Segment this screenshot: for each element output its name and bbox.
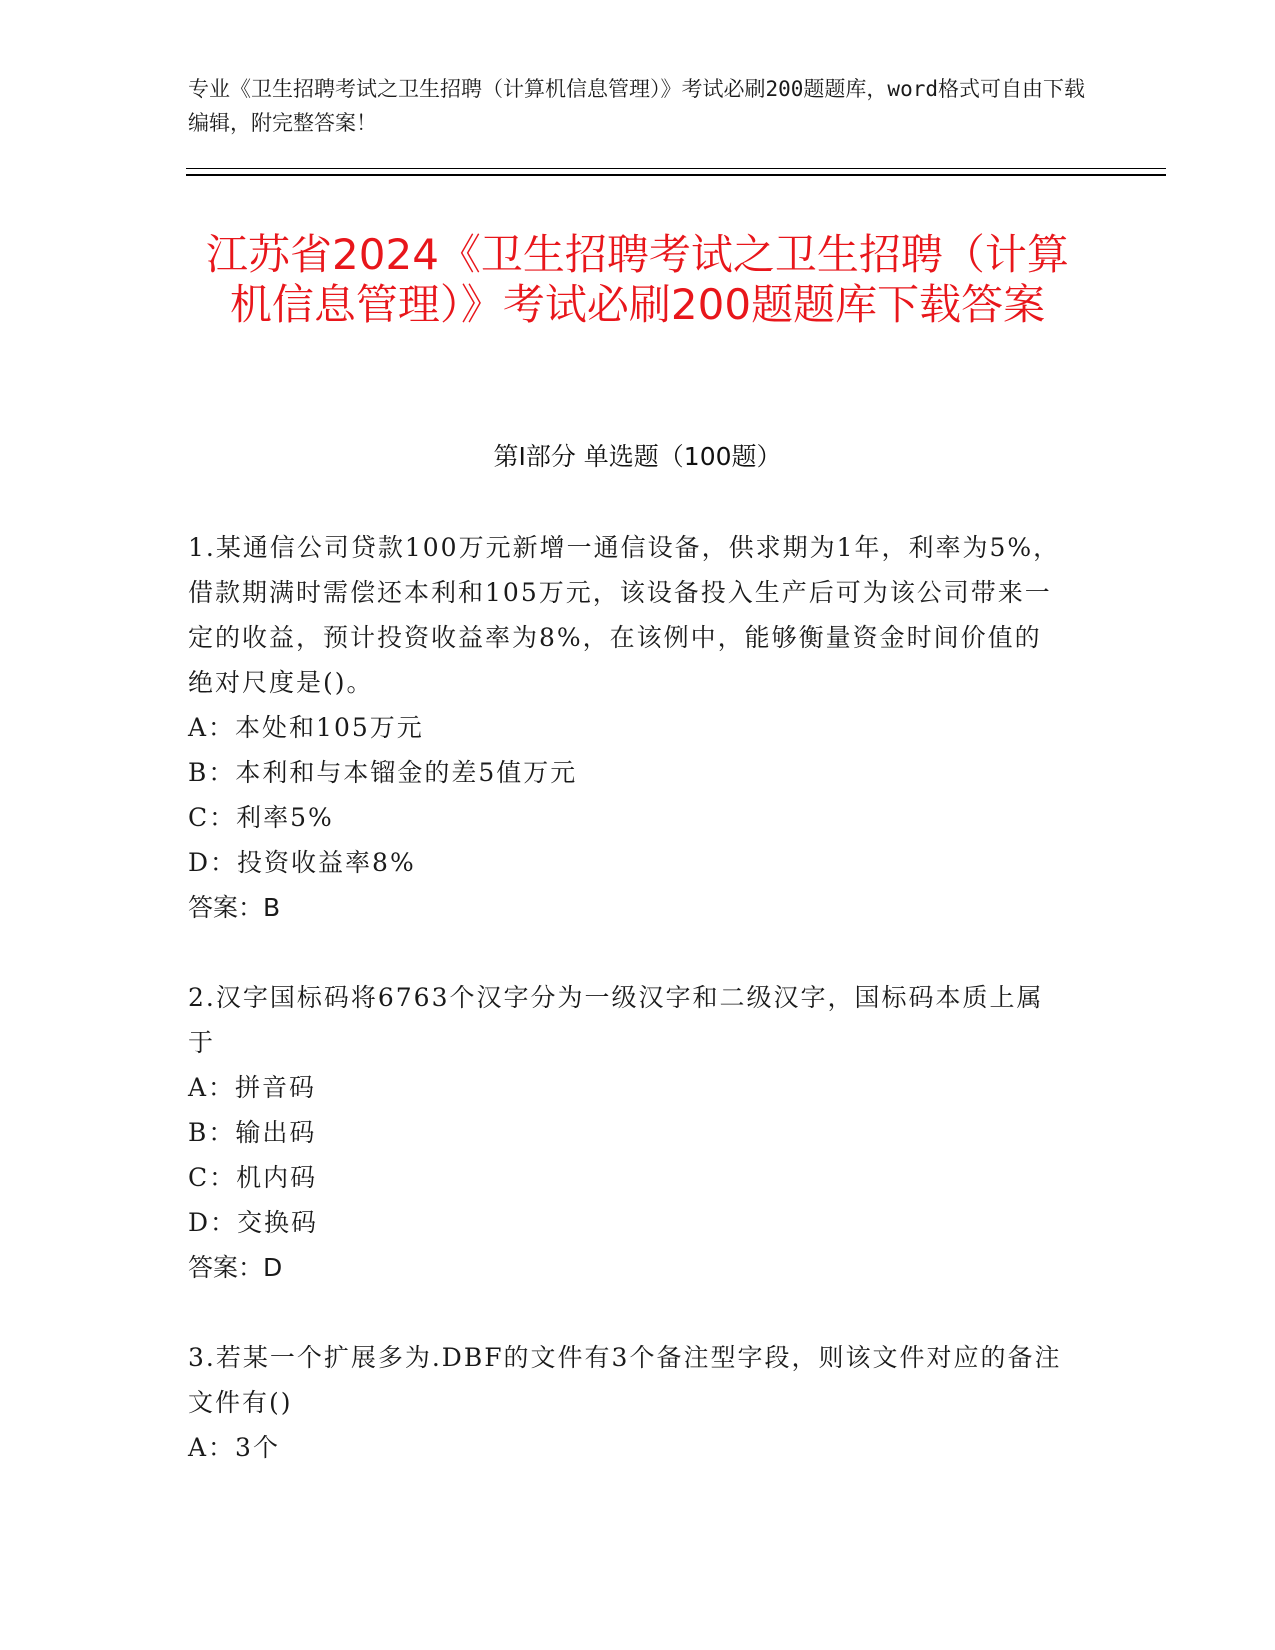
question-2: [188, 975, 1068, 1290]
question-stem: 2.汉字国标码将6763个汉字分为一级汉字和二级汉字，国标码本质上属于: [188, 983, 1044, 1057]
question-list: [188, 525, 1068, 1470]
option-b: B：本利和与本镏金的差5值万元: [188, 758, 578, 787]
header-note: 专业《卫生招聘考试之卫生招聘（计算机信息管理）》考试必刷200题题库，word格式可自由下载编辑，附完整答案！: [188, 77, 1085, 135]
question-1: [188, 525, 1068, 930]
option-a: A：3个: [188, 1433, 280, 1462]
document-title: 江苏省2024《卫生招聘考试之卫生招聘（计算机信息管理）》考试必刷200题题库下载答案: [206, 230, 1069, 329]
option-b: B：输出码: [188, 1118, 317, 1147]
option-a: A：拼音码: [188, 1073, 317, 1102]
answer: 答案：B: [188, 893, 281, 922]
header-rule-bottom: [186, 174, 1166, 176]
option-a: A：本处和105万元: [188, 713, 424, 742]
option-d: D：投资收益率8%: [188, 848, 416, 877]
option-d: D：交换码: [188, 1208, 319, 1237]
option-c: C：利率5%: [188, 803, 334, 832]
question-3: [188, 1335, 1068, 1470]
answer: 答案：D: [188, 1253, 283, 1282]
section-heading: 第Ⅰ部分 单选题（100题）: [493, 442, 782, 471]
question-stem: 3.若某一个扩展多为.DBF的文件有3个备注型字段，则该文件对应的备注文件有(): [188, 1343, 1062, 1417]
header-rule-top: [186, 168, 1166, 169]
option-c: C：机内码: [188, 1163, 318, 1192]
question-stem: 1.某通信公司贷款100万元新增一通信设备，供求期为1年，利率为5%，借款期满时需偿还本利和105万元，该设备投入生产后可为该公司带来一定的收益，预计投资收益率为8%，在该例中，能够衡量资金时间价值的绝对尺度是()。: [188, 533, 1061, 697]
